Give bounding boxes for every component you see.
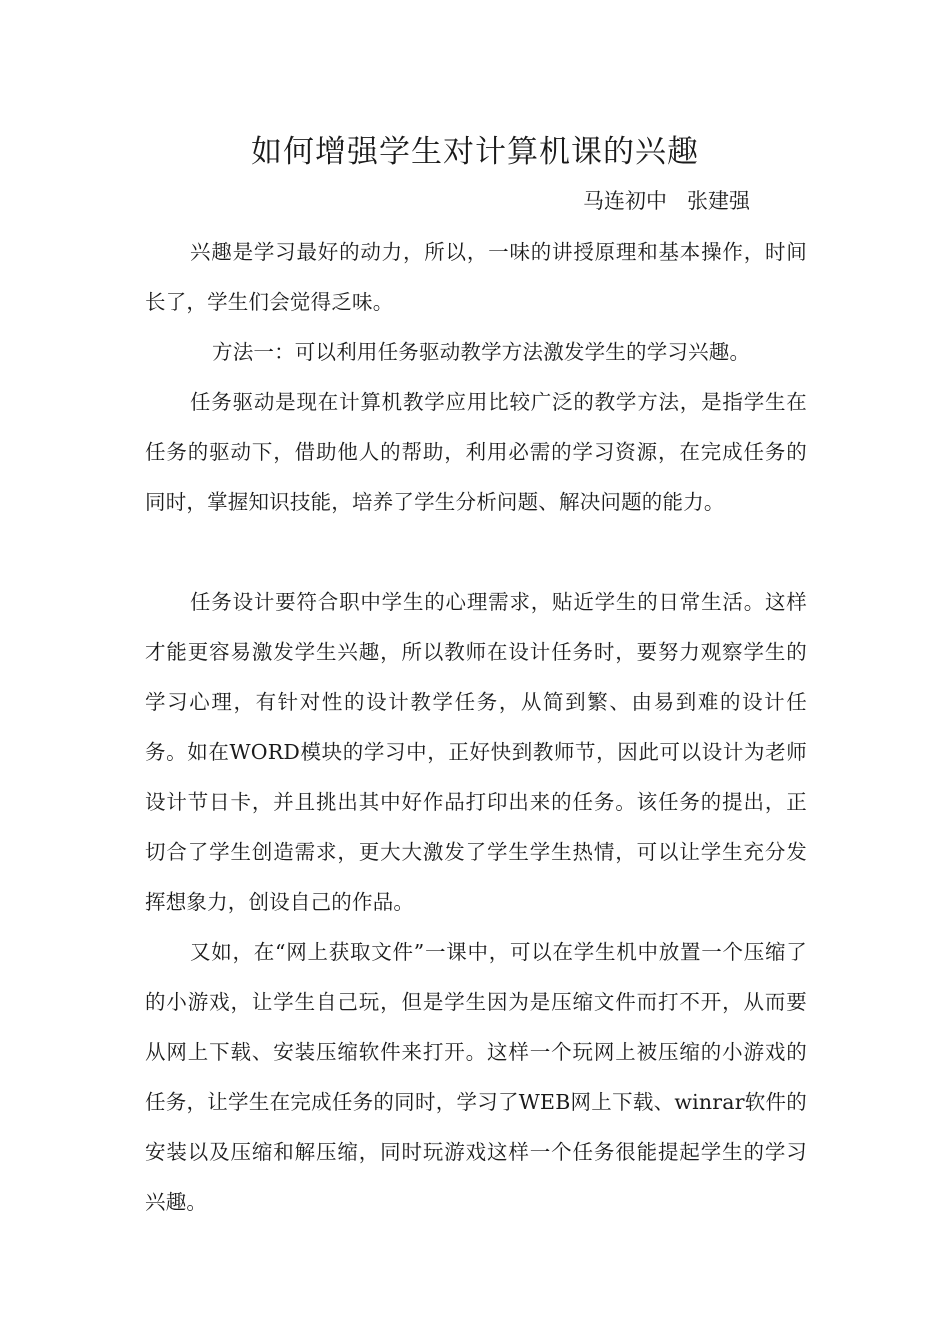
document-title: 如何增强学生对计算机课的兴趣: [251, 134, 699, 170]
paragraph-task-design: 任务设计要符合职中学生的心理需求，贴近学生的日常生活。这样才能更容易激发学生兴趣，所以教师在设计任务时，要努力观察学生的学习心理，有针对性的设计教学任务，从简到繁、由易到难的设计任务。如在WORD模块的学习中，正好快到教师节，因此可以设计为老师设计节日卡，并且挑出其中好作品打印出来的任务。该任务的提出，正切合了学生创造需求，更大大激发了学生学生热情，可以让学生充分发挥想象力，创设自己的作品。: [145, 590, 807, 914]
author-line: 马连初中 张建强: [583, 189, 751, 213]
paragraph-task-driven: 任务驱动是现在计算机教学应用比较广泛的教学方法，是指学生在任务的驱动下，借助他人的帮助，利用必需的学习资源，在完成任务的同时，掌握知识技能，培养了学生分析问题、解决问题的能力。: [145, 390, 807, 514]
paragraph-method-heading: 方法一：可以利用任务驱动教学方法激发学生的学习兴趣。: [212, 340, 751, 364]
paragraph-example: 又如，在“网上获取文件”一课中，可以在学生机中放置一个压缩了的小游戏，让学生自己玩，但是学生因为是压缩文件而打不开，从而要从网上下载、安装压缩软件来打开。这样一个玩网上被压缩的小游戏的任务，让学生在完成任务的同时，学习了WEB网上下载、winrar软件的安装以及压缩和解压缩，同时玩游戏这样一个任务很能提起学生的学习兴趣。: [145, 940, 807, 1214]
paragraph-intro: 兴趣是学习最好的动力，所以，一味的讲授原理和基本操作，时间长了，学生们会觉得乏味。: [145, 240, 807, 314]
